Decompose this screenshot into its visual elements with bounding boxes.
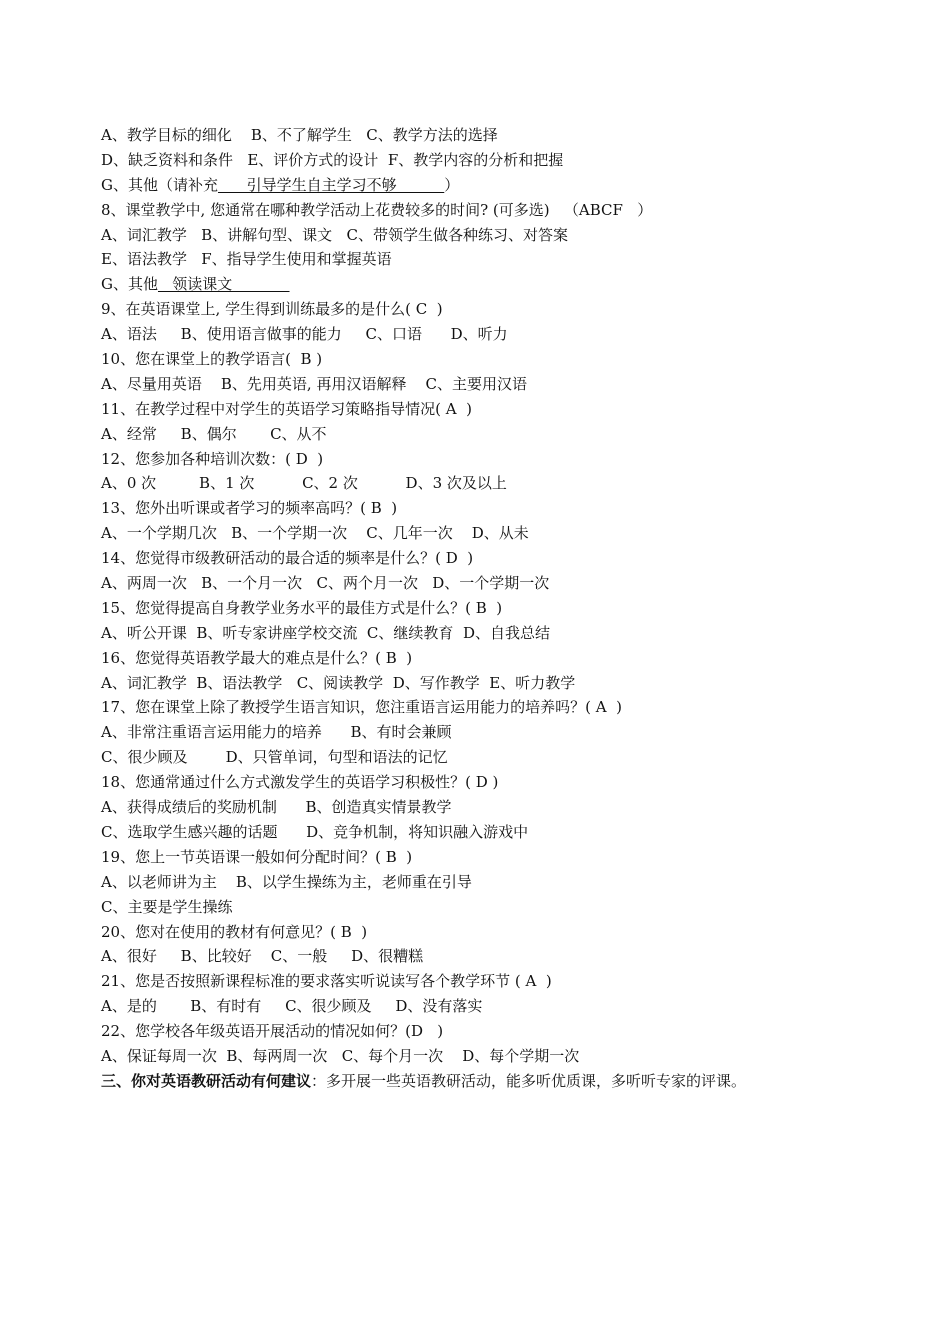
q16-options: A、词汇教学 B、语法教学 C、阅读教学 D、写作教学 E、听力教学 bbox=[101, 673, 576, 692]
q7-options-other bbox=[101, 173, 861, 198]
q17-options-line-1: A、非常注重语言运用能力的培养 B、有时会兼顾 bbox=[101, 723, 452, 742]
question-9: 9、在英语课堂上, 学生得到训练最多的是什么( C ) bbox=[101, 300, 443, 319]
survey-content bbox=[101, 123, 861, 1094]
question-22: 22、您学校各年级英语开展活动的情况如何？(D ) bbox=[101, 1022, 444, 1041]
q14-options: A、两周一次 B、一个月一次 C、两个月一次 D、一个学期一次 bbox=[101, 574, 550, 593]
q8-options-other bbox=[101, 272, 861, 297]
question-13: 13、您外出听课或者学习的频率高吗？( B ) bbox=[101, 499, 398, 518]
question-17: 17、您在课堂上除了教授学生语言知识，您注重语言运用能力的培养吗？( A ) bbox=[101, 698, 622, 717]
question-18: 18、您通常通过什么方式激发学生的英语学习积极性？( D ) bbox=[101, 773, 499, 792]
q18-options-line-1: A、获得成绩后的奖励机制 B、创造真实情景教学 bbox=[101, 798, 452, 817]
question-19: 19、您上一节英语课一般如何分配时间？( B ) bbox=[101, 847, 413, 866]
q22-options: A、保证每周一次 B、每两周一次 C、每个月一次 D、每个学期一次 bbox=[101, 1046, 580, 1065]
q7-other-fill-in: 引导学生自主学习不够 bbox=[217, 175, 445, 194]
section-3-heading: 三、你对英语教研活动有何建议 bbox=[101, 1071, 312, 1090]
question-20: 20、您对在使用的教材有何意见？( B ) bbox=[101, 922, 368, 941]
question-12: 12、您参加各种培训次数：( D ) bbox=[101, 449, 324, 468]
question-16: 16、您觉得英语教学最大的难点是什么？( B ) bbox=[101, 648, 413, 667]
q7-options-line-2: D、缺乏资料和条件 E、评价方式的设计 F、教学内容的分析和把握 bbox=[101, 150, 564, 169]
question-15: 15、您觉得提高自身教学业务水平的最佳方式是什么？( B ) bbox=[101, 598, 503, 617]
q21-options: A、是的 B、有时有 C、很少顾及 D、没有落实 bbox=[101, 997, 483, 1016]
q9-options: A、语法 B、使用语言做事的能力 C、口语 D、听力 bbox=[101, 325, 508, 344]
q19-options-line-1: A、以老师讲为主 B、以学生操练为主，老师重在引导 bbox=[101, 872, 472, 891]
q18-options-line-2: C、选取学生感兴趣的话题 D、竞争机制，将知识融入游戏中 bbox=[101, 822, 529, 841]
q17-options-line-2: C、很少顾及 D、只管单词，句型和语法的记忆 bbox=[101, 748, 448, 767]
q7-other-prefix: G、其他（请补充 bbox=[101, 175, 218, 194]
q11-options: A、经常 B、偶尔 C、从不 bbox=[101, 424, 327, 443]
question-11: 11、在教学过程中对学生的英语学习策略指导情况( A ) bbox=[101, 399, 472, 418]
q10-options: A、尽量用英语 B、先用英语, 再用汉语解释 C、主要用汉语 bbox=[101, 374, 528, 393]
question-14: 14、您觉得市级教研活动的最合适的频率是什么？( D ) bbox=[101, 549, 474, 568]
q8-options-line-2: E、语法教学 F、指导学生使用和掌握英语 bbox=[101, 250, 392, 269]
question-21: 21、您是否按照新课程标准的要求落实听说读写各个教学环节 ( A ) bbox=[101, 972, 552, 991]
q8-options-line-1: A、词汇教学 B、讲解句型、课文 C、带领学生做各种练习、对答案 bbox=[101, 225, 568, 244]
section-3-suggestion bbox=[101, 1069, 861, 1094]
q19-options-line-2: C、主要是学生操练 bbox=[101, 897, 233, 916]
q8-other-prefix: G、其他 bbox=[101, 275, 158, 294]
q7-options-line-1: A、教学目标的细化 B、不了解学生 C、教学方法的选择 bbox=[101, 126, 498, 144]
q13-options: A、一个学期几次 B、一个学期一次 C、几年一次 D、从未 bbox=[101, 524, 529, 543]
section-3-answer: ：多开展一些英语教研活动，能多听优质课，多听听专家的评课。 bbox=[311, 1071, 747, 1090]
q15-options: A、听公开课 B、听专家讲座学校交流 C、继续教育 D、自我总结 bbox=[101, 623, 550, 642]
q8-other-fill-in: 领读课文 bbox=[157, 275, 290, 294]
question-8: 8、课堂教学中, 您通常在哪种教学活动上花费较多的时间? (可多选) （ABCF ） bbox=[101, 200, 653, 219]
q20-options: A、很好 B、比较好 C、一般 D、很糟糕 bbox=[101, 947, 424, 966]
question-10: 10、您在课堂上的教学语言( B ) bbox=[101, 350, 323, 369]
q7-other-suffix: ） bbox=[444, 175, 460, 194]
q12-options: A、0 次 B、1 次 C、2 次 D、3 次及以上 bbox=[101, 474, 507, 493]
